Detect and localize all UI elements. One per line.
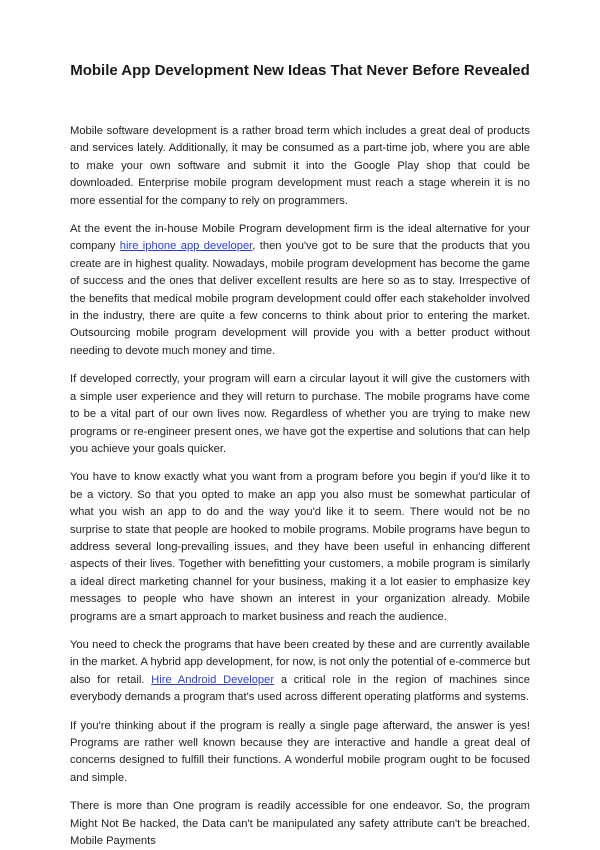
paragraph-2	[70, 221, 530, 360]
paragraph-5-text-after: a critical role in the region of machines since everybody demands a program that's used across different operating platforms and systems.	[70, 673, 530, 704]
paragraph-3	[70, 371, 530, 458]
paragraph-1-text: Mobile software development is a rather broad term which includes a great deal of products and services lately. Additionally, it may be consumed as a part-time job, where you are able to make your own software and submit it into the Google Play shop that could be downloaded. Enterprise mobile program development must reach a stage wherein it is no more essential for the company to rely on programmers.	[70, 125, 530, 207]
paragraph-4	[70, 469, 530, 626]
hire-iphone-app-developer-link[interactable]: hire iphone app developer	[119, 240, 253, 253]
paragraph-6	[70, 718, 530, 788]
document-title: Mobile App Development New Ideas That Never Before Revealed	[70, 62, 530, 79]
paragraph-5-text-before: You need to check the programs that have been created by these and are currently available in the market. A hybrid app development, for now, is not only the potential of e-commerce but also for retail.	[70, 638, 530, 686]
paragraph-2-text-before: At the event the in-house Mobile Program development firm is the ideal alternative for your company	[70, 223, 530, 253]
paragraph-2-text-after: , then you've got to be sure that the products that you create are in highest quality. Nowadays, mobile program development has become the game of success and the ones that deliver excellent results are here so as to stay. Irrespective of the benefits that medical mobile program development could offer each stakeholder involved in the industry, there are quite a few concerns to think about prior to entering the market. Outsourcing mobile program development will provide you with a better product without needing to devote much money and time.	[70, 240, 530, 357]
paragraph-6-text: If you're thinking about if the program is really a single page afterward, the answer is yes! Programs are rather well known because they are interactive and handle a great deal of concerns designed to fulfill their functions. A wonderful mobile program ought to be focused and simple.	[70, 719, 530, 784]
paragraph-1	[70, 123, 530, 210]
paragraph-7-text: There is more than One program is readily accessible for one endeavor. So, the program Might Not Be hacked, the Data can't be manipulated any safety attribute can't be breached. Mobile Payments	[70, 800, 530, 848]
paragraph-4-text: You have to know exactly what you want from a program before you begin if you'd like it to be a victory. So that you opted to make an app you also must be somewhat particular of what you wish an app to do and the way you'd like it to seem. There would not be no surprise to state that people are hooked to mobile programs. Mobile programs have begun to address several long-prevailing issues, and they have been useful in enhancing different aspects of their lives. Together with benefitting your customers, a mobile program is similarly a ideal direct marketing channel for your business, making it a lot easier to emphasize key messages to people who have shown an interest in your organization already. Mobile programs are a smart approach to market business and reach the audience.	[70, 471, 530, 623]
hire-android-developer-link[interactable]: Hire Android Developer	[151, 673, 275, 686]
paragraph-7	[70, 798, 530, 850]
paragraph-3-text: If developed correctly, your program will earn a circular layout it will give the customers with a simple user experience and they will return to purchase. The mobile programs have come to be a vital part of our own lives now. Regardless of whether you are trying to make new programs or re-engineer present ones, we have got the expertise and solutions that can help you achieve your goals quicker.	[70, 373, 530, 455]
paragraph-5	[70, 637, 530, 707]
